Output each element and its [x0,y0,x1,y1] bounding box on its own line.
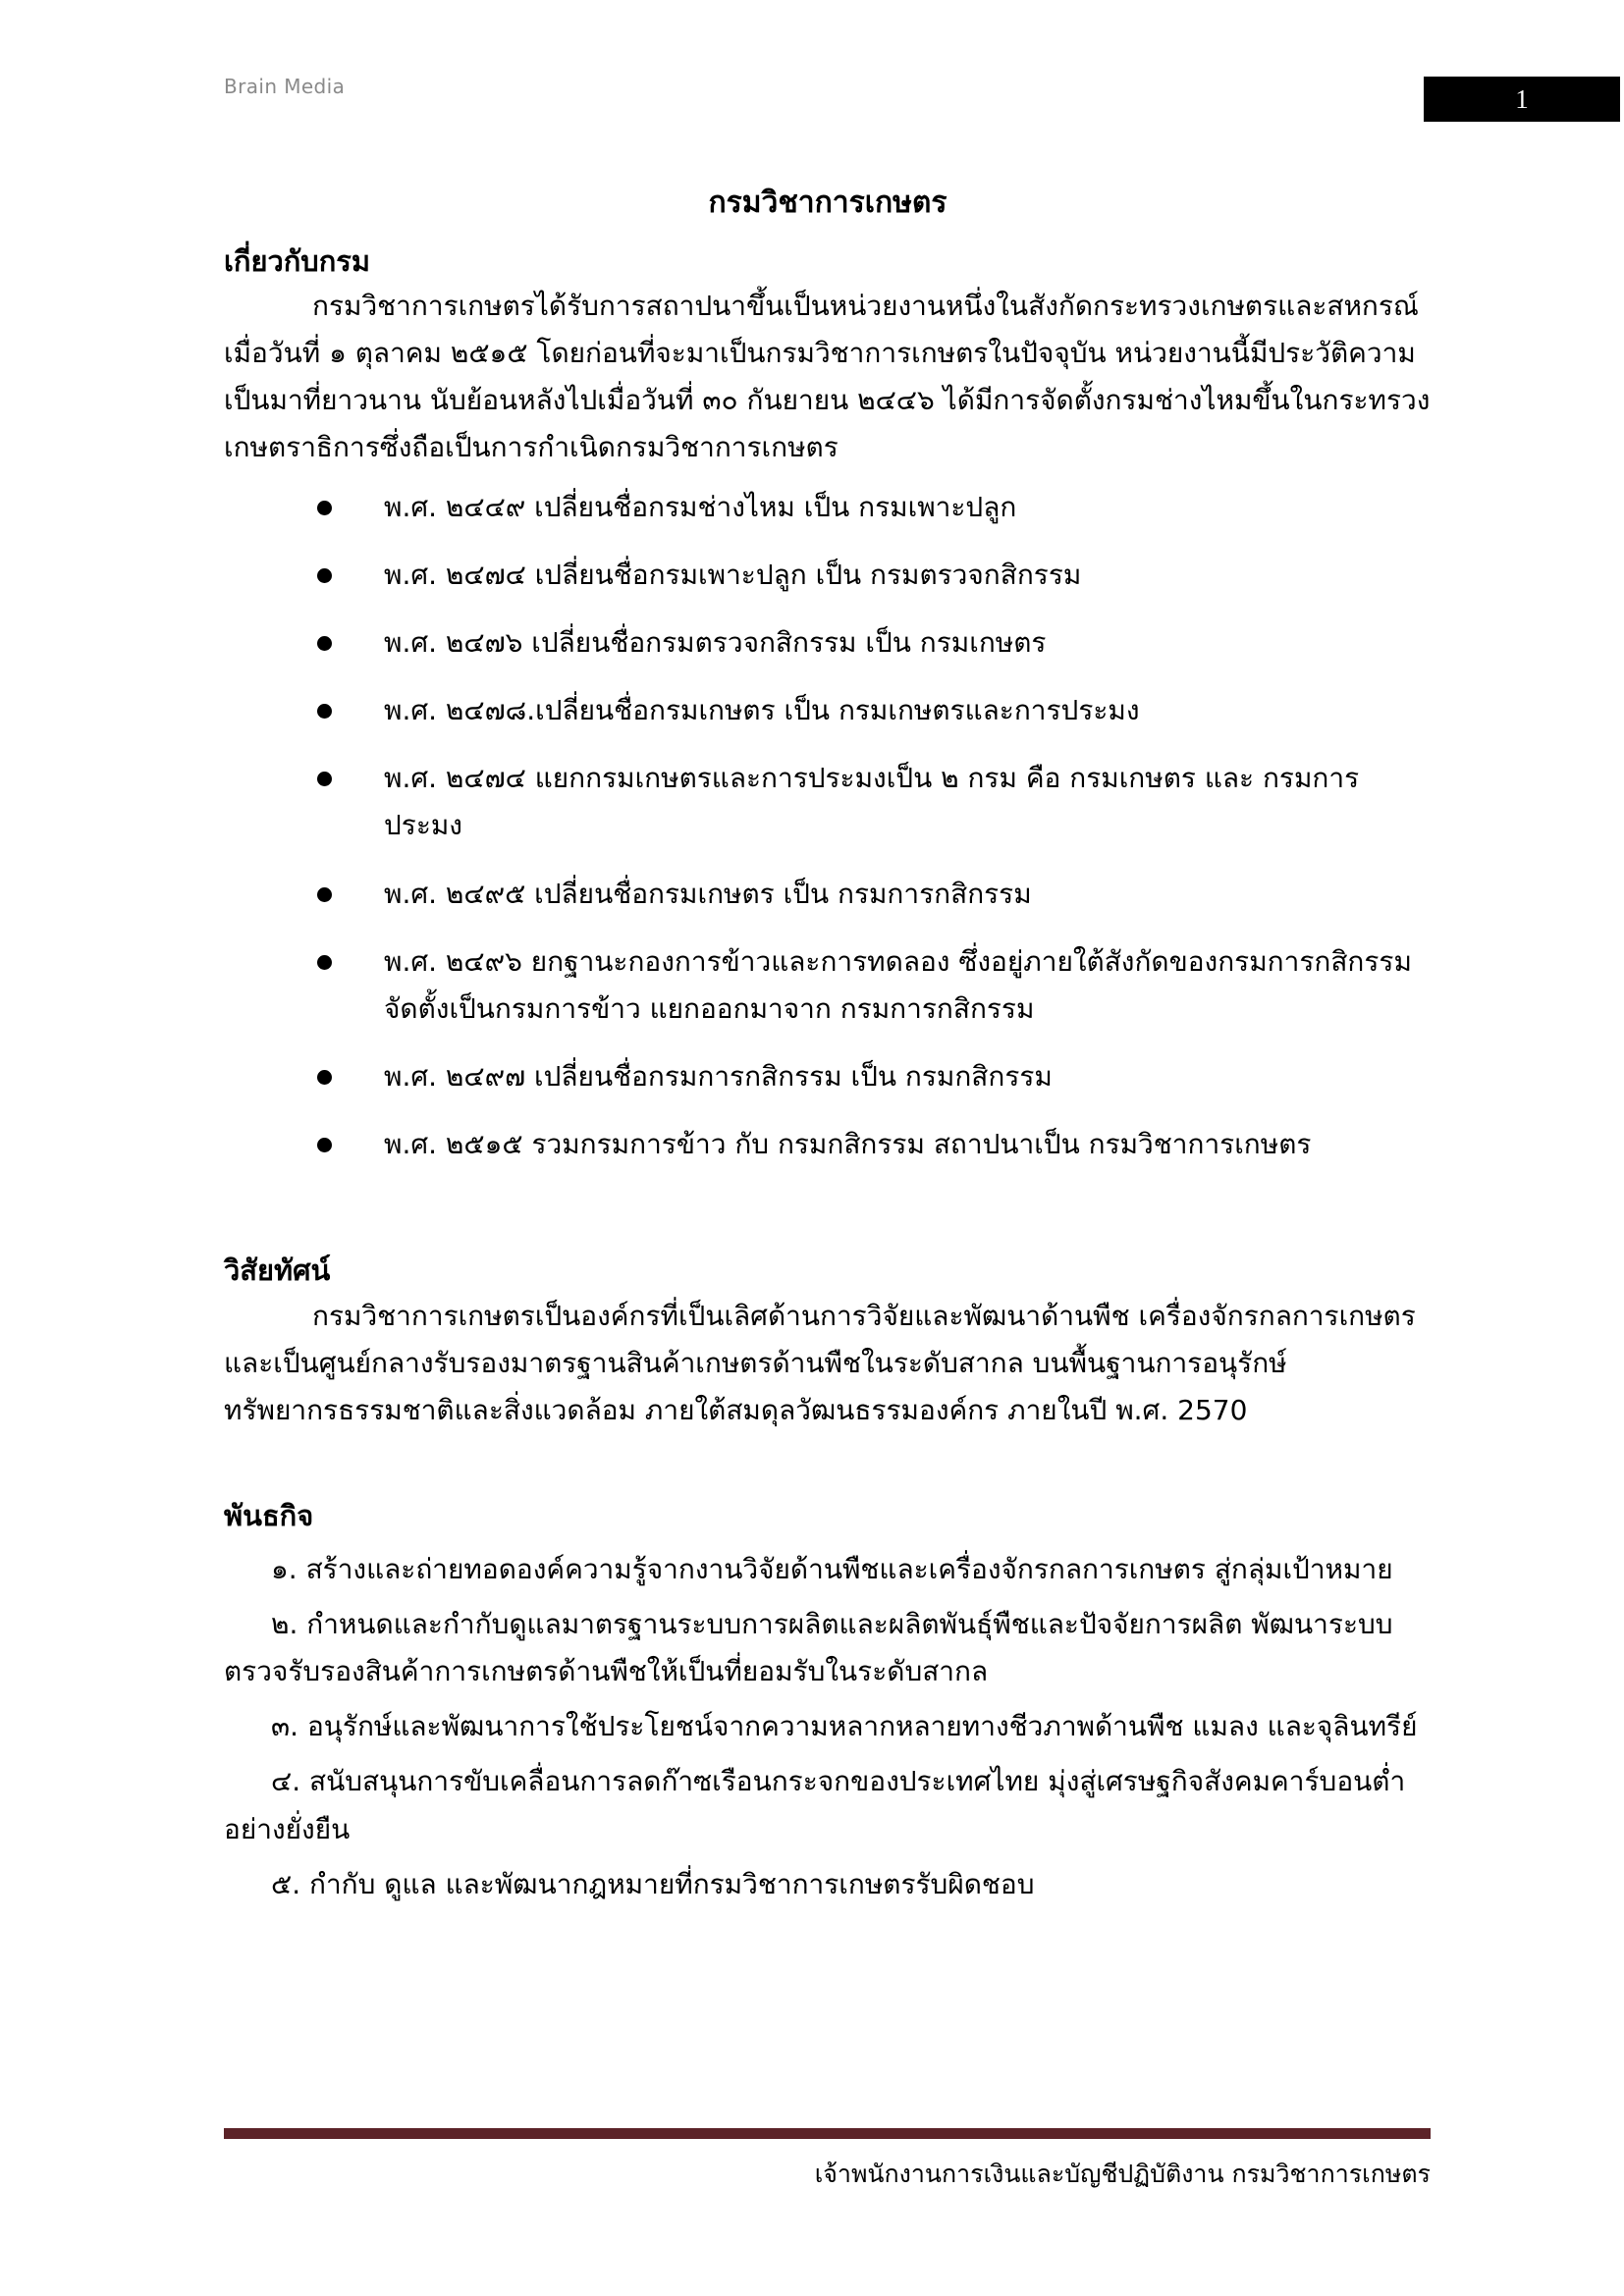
vision-paragraph: กรมวิชาการเกษตรเป็นองค์กรที่เป็นเลิศด้านการวิจัยและพัฒนาด้านพืช เครื่องจักรกลการเกษตร และเป็นศูนย์กลางรับรองมาตรฐานสินค้าเกษตรด้านพืชในระดับสากล บนพื้นฐานการอนุรักษ์ทรัพยากรธรรมชาติและสิ่งแวดล้อม ภายใต้สมดุลวัฒนธรรมองค์กร ภายในปี พ.ศ. 2570 [224,1299,1416,1427]
list-item: พ.ศ. ๒๔๙๖ ยกฐานะกองการข้าวและการทดลอง ซึ่งอยู่ภายใต้สังกัดของกรมการกสิกรรม จัดตั้งเป็นกรมการข้าว แยกออกมาจาก กรมการกสิกรรม [317,938,1432,1033]
section-heading-vision: วิสัยทัศน์ [224,1254,331,1288]
list-item: ๔. สนับสนุนการขับเคลื่อนการลดก๊าซเรือนกระจกของประเทศไทย มุ่งสู่เศรษฐกิจสังคมคาร์บอนต่ำอย่างยั่งยืน [224,1765,1406,1845]
page-footer [224,2128,1431,2194]
page-title: กรมวิชาการเกษตร [708,186,947,220]
list-item: ๓. อนุรักษ์และพัฒนาการใช้ประโยชน์จากความหลากหลายทางชีวภาพด้านพืช แมลง และจุลินทรีย์ [271,1710,1418,1743]
section-spacer [224,1434,1432,1495]
list-item: พ.ศ. ๒๔๔๙ เปลี่ยนชื่อกรมช่างไหม เป็น กรมเพาะปลูก [317,484,1432,531]
list-item: พ.ศ. ๒๔๙๗ เปลี่ยนชื่อกรมการกสิกรรม เป็น กรมกสิกรรม [317,1053,1432,1100]
about-paragraph: กรมวิชาการเกษตรได้รับการสถาปนาขึ้นเป็นหน่วยงานหนึ่งในสังกัดกระทรวงเกษตรและสหกรณ์ เมื่อวันที่ ๑ ตุลาคม ๒๕๑๕ โดยก่อนที่จะมาเป็นกรมวิชาการเกษตรในปัจจุบัน หน่วยงานนี้มีประวัติความเป็นมาที่ยาวนาน นับย้อนหลังไปเมื่อวันที่ ๓๐ กันยายน ๒๔๔๖ ได้มีการจัดตั้งกรมช่างไหมขึ้นในกระทรวงเกษตราธิการซึ่งถือเป็นการกำเนิดกรมวิชาการเกษตร [224,290,1431,464]
list-item: ๒. กำหนดและกำกับดูแลมาตรฐานระบบการผลิตและผลิตพันธุ์พืชและปัจจัยการผลิต พัฒนาระบบตรวจรับรองสินค้าการเกษตรด้านพืชให้เป็นที่ยอมรับในระดับสากล [224,1607,1393,1688]
list-item: พ.ศ. ๒๔๗๔ เปลี่ยนชื่อกรมเพาะปลูก เป็น กรมตรวจกสิกรรม [317,552,1432,599]
list-item: พ.ศ. ๒๔๙๕ เปลี่ยนชื่อกรมเกษตร เป็น กรมการกสิกรรม [317,871,1432,918]
footer-divider [224,2128,1431,2139]
page-number-badge: 1 [1424,77,1620,122]
page-header [224,69,1624,128]
list-item: พ.ศ. ๒๔๗๖ เปลี่ยนชื่อกรมตรวจกสิกรรม เป็น กรมเกษตร [317,619,1432,667]
section-spacer [224,1189,1432,1250]
footer-text: เจ้าพนักงานการเงินและบัญชีปฏิบัติงาน กรมวิชาการเกษตร [814,2160,1431,2188]
list-item: ๕. กำกับ ดูแล และพัฒนากฎหมายที่กรมวิชาการเกษตรรับผิดชอบ [271,1867,1035,1900]
section-heading-mission: พันธกิจ [224,1499,314,1533]
mission-list [224,1546,1432,1908]
header-brand-label: Brain Media [224,75,346,98]
list-item: พ.ศ. ๒๔๗๔ แยกกรมเกษตรและการประมงเป็น ๒ กรม คือ กรมเกษตร และ กรมการประมง [317,755,1432,849]
list-item: ๑. สร้างและถ่ายทอดองค์ความรู้จากงานวิจัยด้านพืชและเครื่องจักรกลการเกษตร สู่กลุ่มเป้าหมาย [271,1552,1393,1585]
section-heading-about: เกี่ยวกับกรม [224,243,370,278]
list-item: พ.ศ. ๒๔๗๘.เปลี่ยนชื่อกรมเกษตร เป็น กรมเกษตรและการประมง [317,687,1432,734]
list-item: พ.ศ. ๒๕๑๕ รวมกรมการข้าว กับ กรมกสิกรรม สถาปนาเป็น กรมวิชาการเกษตร [317,1121,1432,1168]
document-content [224,182,1432,1916]
about-timeline-list [224,484,1432,1169]
